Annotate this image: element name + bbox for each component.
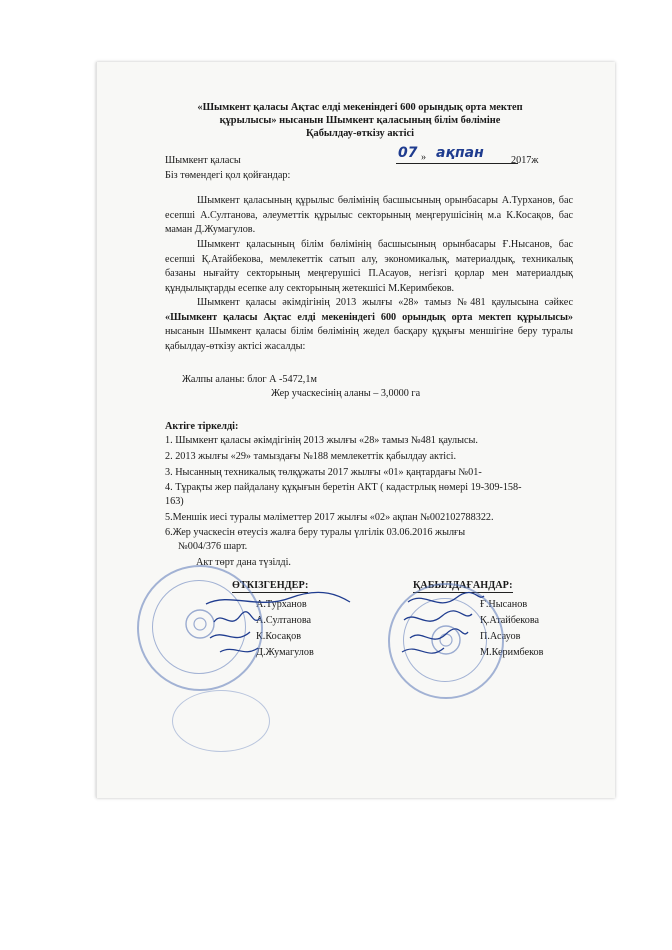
paragraph-transferring-party: Шымкент қаласының құрылыс бөлімінің басшысының орынбасары А.Турханов, бас есепші А.Султанова, әлеуметтік құрылыс секторының меңгерушісінің м.а К.Косақов, бас маман Д.Жумагулов. — [165, 195, 573, 236]
city-label: Шымкент қаласы — [165, 155, 241, 166]
intro-line: Біз төмендегі қол қойғандар: — [165, 170, 291, 181]
attached-item: 6.Жер учаскесін өтеусіз жалға беру туралы үлгілік 03.06.2016 жылғы — [165, 527, 466, 538]
document-title-line2: құрылысы» нысанын Шымкент қаласының білім бөліміне — [219, 115, 501, 126]
attached-item: 3. Нысанның техникалық төлқұжаты 2017 жылғы «01» қаңтардағы №01- — [165, 467, 482, 478]
land-area: Жер учаскесінің аланы – 3,0000 га — [271, 388, 421, 399]
date-line: 07 » ақпан — [396, 143, 518, 164]
right-signatures — [398, 588, 488, 664]
signatory-name: М.Керимбеков — [480, 647, 544, 658]
date-month: ақпан — [436, 145, 484, 161]
signatory-name: П.Асауов — [480, 631, 521, 642]
date-day: 07 — [398, 145, 418, 161]
attached-item: 2. 2013 жылғы «29» тамыздағы №188 мемлекеттік қабылдау актісі. — [165, 451, 457, 462]
transferring-heading: ӨТКІЗГЕНДЕР: — [232, 580, 309, 591]
document-title-line1: «Шымкент қаласы Ақтас елді мекеніндегі 600 орындық орта мектеп — [197, 102, 523, 113]
attached-item: 5.Меншік иесі туралы мәліметтер 2017 жылғы «02» ақпан №002102788322. — [165, 512, 494, 523]
left-stamp-faded — [172, 690, 270, 752]
document-title-line3: Қабылдау-өткізу актісі — [305, 128, 415, 139]
signatory-name: А.Султанова — [256, 615, 312, 626]
attached-item: 4. Тұрақты жер пайдалану құқығын беретін АКТ ( кадастрлық нөмері 19-309-158- — [165, 482, 522, 493]
signatory-name: К.Косақов — [256, 631, 301, 642]
signatory-name: Д.Жумагулов — [256, 647, 314, 658]
signatory-name: А.Турханов — [256, 599, 307, 610]
left-signatures — [200, 588, 360, 660]
attached-item: №004/376 шарт. — [178, 541, 248, 552]
receiving-heading: ҚАБЫЛДАҒАНДАР: — [413, 580, 513, 591]
attached-item: 163) — [165, 496, 184, 507]
object-name: «Шымкент қаласы Ақтас елді мекеніндегі 600 орындық орта мектеп құрылысы» — [165, 311, 573, 323]
total-area: Жалпы аланы: блог А -5472,1м — [182, 374, 317, 385]
attached-heading: Актіге тіркелді: — [165, 421, 239, 432]
paragraph-basis: Шымкент қаласы әкімдігінің 2013 жылғы «28» тамыз №481 қаулысына сәйкес «Шымкент қаласы Ақтас елді мекеніндегі 600 орындық орта мектеп құрылысы» нысанын Шымкент қаласы білім бөлімінің жедел басқару құқығы меншігіне беру туралы қабылдау-өткізу актісі жасалды: — [165, 297, 573, 352]
signatory-name: Ғ.Нысанов — [480, 599, 528, 610]
attached-item: 1. Шымкент қаласы әкімдігінің 2013 жылғы «28» тамыз №481 қаулысы. — [165, 435, 478, 446]
paragraph-receiving-party: Шымкент қаласының білім бөлімінің басшысының орынбасары Ғ.Нысанов, бас есепші Қ.Атайбекова, мемлекеттік сатып алу, экономикалық, материалдық, техникалық базаны нығайту секторының меңгерушісі П.Асауов, негізгі қорлар мен материалдық құндылықтарды есепке алу секторының жетекшісі М.Керимбеков. — [165, 239, 573, 294]
date-year: 2017ж — [511, 155, 539, 166]
signatory-name: Қ.Атайбекова — [480, 615, 540, 626]
copies-note: Акт төрт дана түзілді. — [196, 557, 291, 568]
